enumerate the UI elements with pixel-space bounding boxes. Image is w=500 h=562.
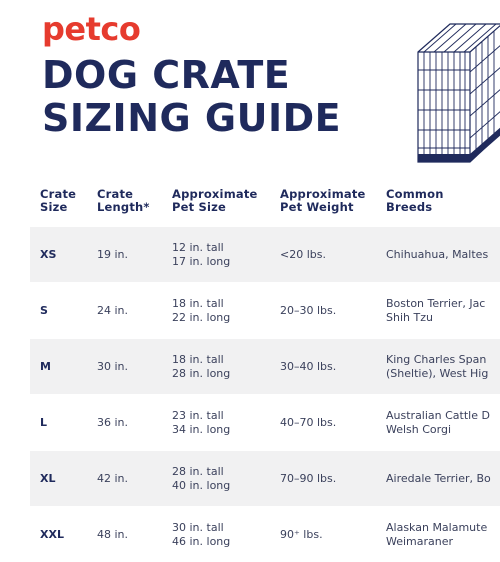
crate-size: S xyxy=(40,303,48,317)
pet-size: 28 in. tall 40 in. long xyxy=(172,464,231,492)
crate-length: 36 in. xyxy=(97,415,129,429)
common-breeds: Australian Cattle D Welsh Corgi xyxy=(386,408,490,436)
pet-weight: <20 lbs. xyxy=(280,247,326,261)
petco-logo: petco xyxy=(42,10,141,48)
header-common-breeds: Common Breeds xyxy=(386,187,444,214)
pet-weight: 70–90 lbs. xyxy=(280,471,337,485)
header-crate-length: Crate Length* xyxy=(97,187,150,214)
common-breeds: Alaskan Malamute Weimaraner xyxy=(386,520,488,548)
common-breeds: Airedale Terrier, Bo xyxy=(386,471,491,485)
table-header-row xyxy=(30,176,500,226)
pet-weight: 40–70 lbs. xyxy=(280,415,337,429)
crate-length: 42 in. xyxy=(97,471,129,485)
pet-size: 12 in. tall 17 in. long xyxy=(172,240,231,268)
crate-size: M xyxy=(40,359,51,373)
common-breeds: Boston Terrier, Jac Shih Tzu xyxy=(386,296,486,324)
header-pet-size: Approximate Pet Size xyxy=(172,187,258,214)
pet-weight: 20–30 lbs. xyxy=(280,303,337,317)
crate-size: XXL xyxy=(40,527,64,541)
pet-size: 18 in. tall 28 in. long xyxy=(172,352,231,380)
page-title-line-2: SIZING GUIDE xyxy=(42,96,342,140)
table-row xyxy=(30,338,500,394)
crate-length: 19 in. xyxy=(97,247,129,261)
pet-size: 18 in. tall 22 in. long xyxy=(172,296,231,324)
crate-size: XL xyxy=(40,471,56,485)
table-row xyxy=(30,282,500,338)
pet-weight: 90⁺ lbs. xyxy=(280,527,323,541)
table-row xyxy=(30,394,500,450)
header-pet-weight: Approximate Pet Weight xyxy=(280,187,366,214)
common-breeds: Chihuahua, Maltes xyxy=(386,247,489,261)
crate-size: L xyxy=(40,415,48,429)
sizing-table xyxy=(30,176,500,562)
page-title xyxy=(42,54,372,140)
dog-crate-illustration xyxy=(410,12,500,172)
page-title-line-1: DOG CRATE xyxy=(42,53,291,97)
common-breeds: King Charles Span (Sheltie), West Hig xyxy=(386,352,489,380)
crate-length: 30 in. xyxy=(97,359,129,373)
table-row xyxy=(30,506,500,562)
crate-length: 48 in. xyxy=(97,527,129,541)
crate-size: XS xyxy=(40,247,57,261)
pet-weight: 30–40 lbs. xyxy=(280,359,337,373)
table-row xyxy=(30,450,500,506)
table-row xyxy=(30,226,500,282)
pet-size: 30 in. tall 46 in. long xyxy=(172,520,231,548)
pet-size: 23 in. tall 34 in. long xyxy=(172,408,231,436)
crate-length: 24 in. xyxy=(97,303,129,317)
header-crate-size: Crate Size xyxy=(40,187,77,214)
